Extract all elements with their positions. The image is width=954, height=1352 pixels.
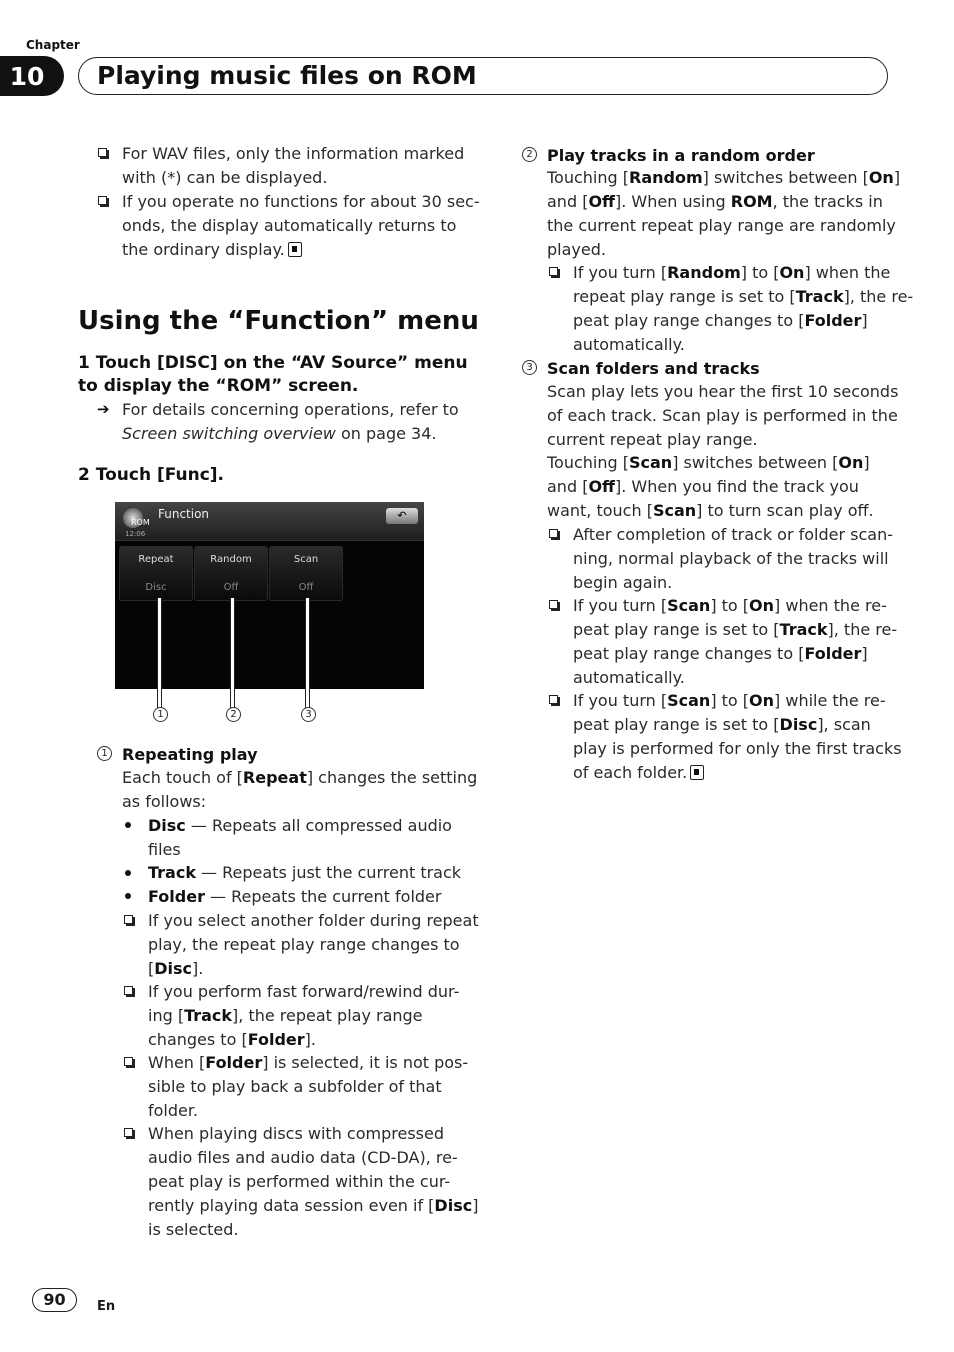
item-1-note-3: When [Folder] is selected, it is not pos- sible to play back a subfolder of that folder. xyxy=(148,1053,469,1120)
random-button-value: Off xyxy=(223,582,239,593)
checkbox-bullet-icon xyxy=(549,600,558,609)
item-3-text-1: Scan play lets you hear the first 10 seconds of each track. Scan play is performed in the current repeat play range. xyxy=(547,382,899,449)
callout-number-3: 3 xyxy=(301,707,316,722)
page-language: En xyxy=(97,1299,116,1314)
checkbox-bullet-icon xyxy=(98,148,107,157)
note-wav: For WAV files, only the information marked with (*) can be displayed. xyxy=(122,144,465,187)
item-3-note-3: If you turn [Scan] to [On] while the re- peat play range is set to [Disc], scan play is performed for only the first tracks of each folder. xyxy=(573,691,902,782)
item-1-note-2: If you perform fast forward/rewind dur- ing [Track], the repeat play range changes to [Folder]. xyxy=(148,982,460,1049)
item-number-3: 3 xyxy=(522,360,537,375)
repeat-button-value: Disc xyxy=(145,582,167,593)
screen-title: Function xyxy=(158,507,210,521)
screen-clock: 12:06 xyxy=(125,530,146,538)
checkbox-bullet-icon xyxy=(549,529,558,538)
callout-line-2 xyxy=(230,598,235,708)
reference-link[interactable]: Screen switching overview xyxy=(122,424,336,443)
scan-button-label: Scan xyxy=(293,554,319,565)
bullet-icon xyxy=(125,893,131,899)
page-number: 90 xyxy=(32,1288,77,1312)
checkbox-bullet-icon xyxy=(124,915,133,924)
item-3-text-2: Touching [Scan] switches between [On] and [Off]. When you find the track you want, touch [Scan] to turn scan play off. xyxy=(547,453,874,520)
screen-source-label: ROM xyxy=(131,518,150,527)
checkbox-bullet-icon xyxy=(124,986,133,995)
item-2-title: Play tracks in a random order xyxy=(547,146,815,165)
random-button-label: Random xyxy=(210,554,252,565)
item-2-note: If you turn [Random] to [On] when the repeat play range is set to [Track], the re- peat play range changes to [Folder] automatically. xyxy=(573,263,914,354)
item-3-note-2: If you turn [Scan] to [On] when the re- peat play range is set to [Track], the re- peat play range changes to [Folder] automatically. xyxy=(573,596,898,687)
note-timeout: If you operate no functions for about 30 sec- onds, the display automatically returns to the ordinary display. xyxy=(122,192,480,259)
item-1-note-4: When playing discs with compressed audio files and audio data (CD-DA), re- peat play is performed within the cur- rently playing data session even if [Disc] is selected. xyxy=(148,1124,479,1239)
checkbox-bullet-icon xyxy=(124,1128,133,1137)
chapter-number-badge: 10 xyxy=(0,56,64,96)
item-1-intro: Each touch of [Repeat] changes the setting as follows: xyxy=(122,768,478,811)
item-3-note-1: After completion of track or folder scan- ning, normal playback of the tracks will begin again. xyxy=(573,525,894,592)
reference-arrow-icon: ➔ xyxy=(97,400,110,418)
chapter-title: Playing music files on ROM xyxy=(97,61,477,90)
item-number-1: 1 xyxy=(97,746,112,761)
chapter-label: Chapter xyxy=(26,38,80,52)
callout-line-1 xyxy=(157,598,162,708)
item-1-title: Repeating play xyxy=(122,745,258,764)
option-disc: Disc — Repeats all compressed audio files xyxy=(148,816,452,859)
callout-number-2: 2 xyxy=(226,707,241,722)
item-1-note-1: If you select another folder during repeat play, the repeat play range changes to [Disc]. xyxy=(148,911,479,978)
checkbox-bullet-icon xyxy=(549,267,558,276)
scan-button-value: Off xyxy=(298,582,314,593)
section-heading: Using the “Function” menu xyxy=(78,306,479,336)
checkbox-bullet-icon xyxy=(98,196,107,205)
bullet-icon xyxy=(125,822,131,828)
back-icon[interactable]: ↶ xyxy=(386,508,418,524)
end-mark-icon xyxy=(288,242,302,257)
step-1: 1 Touch [DISC] on the “AV Source” menu to display the “ROM” screen. xyxy=(78,353,468,396)
step-1-reference: For details concerning operations, refer to Screen switching overview on page 34. xyxy=(122,400,459,443)
checkbox-bullet-icon xyxy=(124,1057,133,1066)
item-2-text: Touching [Random] switches between [On] and [Off]. When using ROM, the tracks in the current repeat play range are randomly played. xyxy=(547,168,901,259)
checkbox-bullet-icon xyxy=(549,695,558,704)
item-number-2: 2 xyxy=(522,147,537,162)
end-mark-icon xyxy=(690,765,704,780)
step-2: 2 Touch [Func]. xyxy=(78,465,225,485)
callout-line-3 xyxy=(305,598,310,708)
option-folder: Folder — Repeats the current folder xyxy=(148,887,442,906)
callout-number-1: 1 xyxy=(153,707,168,722)
repeat-button-label: Repeat xyxy=(138,554,174,565)
item-3-title: Scan folders and tracks xyxy=(547,359,760,378)
bullet-icon xyxy=(125,870,131,876)
option-track: Track — Repeats just the current track xyxy=(148,863,462,882)
